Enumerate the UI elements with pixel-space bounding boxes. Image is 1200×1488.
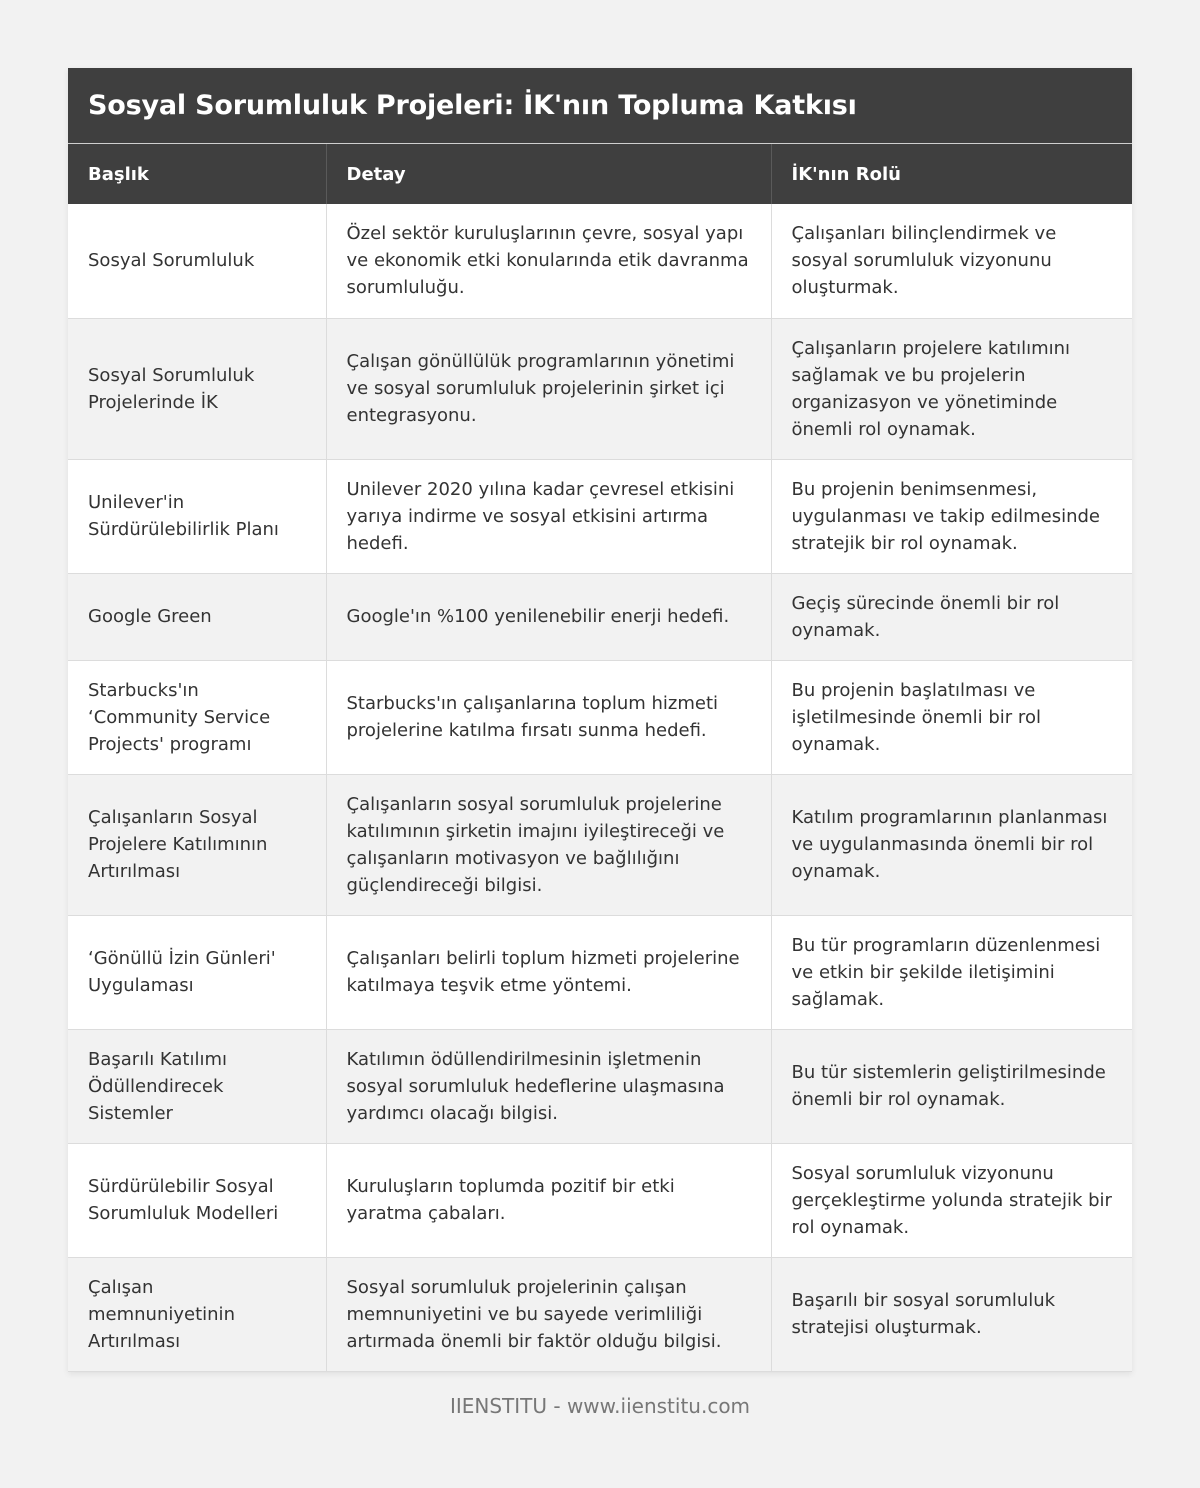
table-row — [68, 1143, 1132, 1257]
column-header-baslik: Başlık — [68, 144, 326, 204]
cell-detay: Çalışanların sosyal sorumluluk projelerine katılımının şirketin imajını iyileştireceği ve çalışanların motivasyon ve bağlılığını güçlendireceği bilgisi. — [326, 774, 771, 915]
cell-ik-rolu: Bu projenin benimsenmesi, uygulanması ve takip edilmesinde stratejik bir rol oynamak. — [771, 459, 1132, 573]
header-row — [68, 144, 1132, 204]
cell-baslik: Starbucks'ın ‘Community Service Projects' programı — [68, 660, 326, 774]
cell-baslik: Unilever'in Sürdürülebilirlik Planı — [68, 459, 326, 573]
cell-detay: Starbucks'ın çalışanlarına toplum hizmeti projelerine katılma fırsatı sunma hedefi. — [326, 660, 771, 774]
cell-baslik: Sosyal Sorumluluk — [68, 204, 326, 318]
table-row — [68, 915, 1132, 1029]
cell-detay: Kuruluşların toplumda pozitif bir etki yaratma çabaları. — [326, 1143, 771, 1257]
cell-detay: Unilever 2020 yılına kadar çevresel etkisini yarıya indirme ve sosyal etkisini artırma hedefi. — [326, 459, 771, 573]
cell-ik-rolu: Bu tür sistemlerin geliştirilmesinde önemli bir rol oynamak. — [771, 1029, 1132, 1143]
cell-ik-rolu: Geçiş sürecinde önemli bir rol oynamak. — [771, 573, 1132, 660]
table-row — [68, 459, 1132, 573]
page-title: Sosyal Sorumluluk Projeleri: İK'nın Topluma Katkısı — [88, 90, 857, 121]
table-row — [68, 1029, 1132, 1143]
cell-baslik: Çalışanların Sosyal Projelere Katılımının Artırılması — [68, 774, 326, 915]
table-row — [68, 660, 1132, 774]
cell-detay: Sosyal sorumluluk projelerinin çalışan memnuniyetini ve bu sayede verimliliği artırmada önemli bir faktör olduğu bilgisi. — [326, 1257, 771, 1371]
cell-ik-rolu: Bu projenin başlatılması ve işletilmesinde önemli bir rol oynamak. — [771, 660, 1132, 774]
table-row — [68, 204, 1132, 318]
cell-baslik: Sosyal Sorumluluk Projelerinde İK — [68, 318, 326, 459]
cell-ik-rolu: Sosyal sorumluluk vizyonunu gerçekleştirme yolunda stratejik bir rol oynamak. — [771, 1143, 1132, 1257]
column-header-detay: Detay — [326, 144, 771, 204]
table-row — [68, 1257, 1132, 1371]
cell-baslik: Çalışan memnuniyetinin Artırılması — [68, 1257, 326, 1371]
title-bar — [68, 68, 1132, 144]
cell-detay: Katılımın ödüllendirilmesinin işletmenin sosyal sorumluluk hedeflerine ulaşmasına yardımcı olacağı bilgisi. — [326, 1029, 771, 1143]
cell-ik-rolu: Bu tür programların düzenlenmesi ve etkin bir şekilde iletişimini sağlamak. — [771, 915, 1132, 1029]
data-table — [68, 144, 1132, 1372]
table-card — [68, 68, 1132, 1372]
cell-baslik: Google Green — [68, 573, 326, 660]
table-row — [68, 318, 1132, 459]
cell-detay: Çalışanları belirli toplum hizmeti projelerine katılmaya teşvik etme yöntemi. — [326, 915, 771, 1029]
cell-ik-rolu: Başarılı bir sosyal sorumluluk stratejisi oluşturmak. — [771, 1257, 1132, 1371]
table-row — [68, 573, 1132, 660]
cell-detay: Çalışan gönüllülük programlarının yönetimi ve sosyal sorumluluk projelerinin şirket içi entegrasyonu. — [326, 318, 771, 459]
footer-credit: IIENSTITU - www.iienstitu.com — [449, 1394, 751, 1418]
table-row — [68, 774, 1132, 915]
cell-baslik: Başarılı Katılımı Ödüllendirecek Sistemler — [68, 1029, 326, 1143]
cell-ik-rolu: Çalışanların projelere katılımını sağlamak ve bu projelerin organizasyon ve yönetiminde önemli rol oynamak. — [771, 318, 1132, 459]
cell-ik-rolu: Katılım programlarının planlanması ve uygulanmasında önemli bir rol oynamak. — [771, 774, 1132, 915]
cell-ik-rolu: Çalışanları bilinçlendirmek ve sosyal sorumluluk vizyonunu oluşturmak. — [771, 204, 1132, 318]
cell-detay: Google'ın %100 yenilenebilir enerji hedefi. — [326, 573, 771, 660]
cell-baslik: ‘Gönüllü İzin Günleri' Uygulaması — [68, 915, 326, 1029]
column-header-ik-rolu: İK'nın Rolü — [771, 144, 1132, 204]
cell-baslik: Sürdürülebilir Sosyal Sorumluluk Modelleri — [68, 1143, 326, 1257]
cell-detay: Özel sektör kuruluşlarının çevre, sosyal yapı ve ekonomik etki konularında etik davranma sorumluluğu. — [326, 204, 771, 318]
